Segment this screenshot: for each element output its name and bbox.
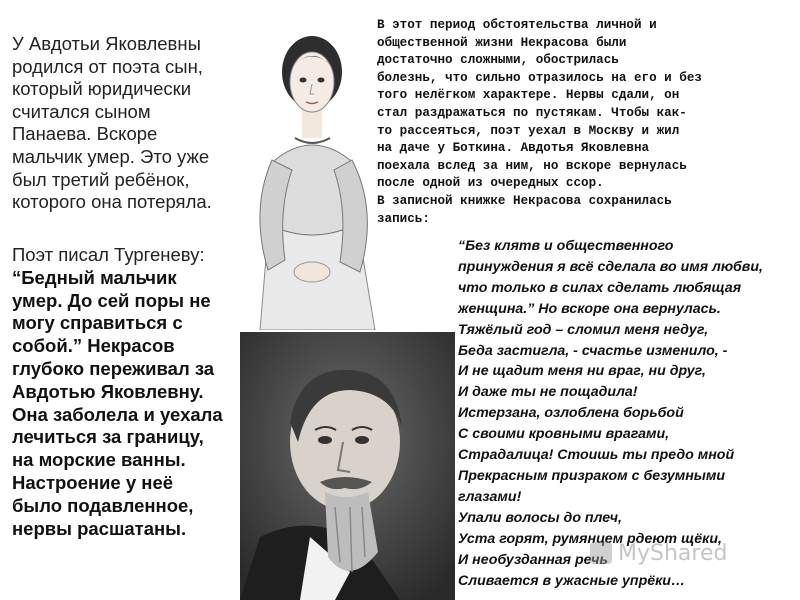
intro-paragraph	[12, 33, 244, 214]
quote-line: лечиться за границу,	[12, 426, 204, 448]
quote-line: Авдотью Яковлевну.	[12, 380, 204, 402]
poem-line: С своими кровными врагами,	[458, 426, 670, 443]
portrait-panaeva-image	[240, 10, 385, 330]
paragraph-line: на даче у Боткина. Авдотья Яковлевна	[377, 141, 650, 156]
portrait-nekrasov-image	[240, 332, 455, 600]
poem-line: что только в силах сделать любящая	[458, 279, 742, 296]
turgenev-quote-paragraph	[12, 244, 244, 540]
intro-line: У Авдотьи Яковлевны	[12, 33, 201, 54]
quote-line: могу справиться с	[12, 312, 183, 334]
intro-line: считался сыном	[12, 100, 151, 122]
poem-line: принуждения я всё сделала во имя любви,	[458, 258, 763, 275]
poem-line: Страдалица! Стоишь ты предо мной	[458, 447, 735, 464]
paragraph-line: поехала вслед за ним, но вскоре вернулась	[377, 158, 687, 173]
poem-line: Тяжёлый год – сломил меня недуг,	[458, 321, 709, 338]
quote-line: нервы расшатаны.	[12, 517, 187, 539]
poem-line: Беда застигла, - счастье изменило, -	[458, 342, 728, 359]
quote-line: “Бедный мальчик	[12, 266, 177, 288]
quote-intro: Поэт писал Тургеневу:	[12, 244, 205, 265]
paragraph-line: запись:	[377, 211, 430, 226]
intro-line: который юридически	[12, 78, 192, 100]
quote-line: собой.” Некрасов	[12, 335, 175, 357]
quote-line: Она заболела и уехала	[12, 403, 223, 425]
intro-line: мальчик умер. Это уже	[12, 145, 210, 167]
poem-line: глазами!	[458, 488, 522, 505]
poem-line: И даже ты не пощадила!	[458, 384, 638, 401]
intro-line: родился от поэта сын,	[12, 55, 203, 77]
intro-line: Панаева. Вскоре	[12, 123, 158, 145]
paragraph-line: то рассеяться, поэт уехал в Москву и жил	[377, 123, 680, 138]
poem-line: Упали волосы до плеч,	[458, 509, 622, 526]
poem-line: Прекрасным призраком с безумными	[458, 467, 726, 484]
intro-line: которого она потеряла.	[12, 191, 212, 213]
paragraph-line: общественной жизни Некрасова были	[377, 35, 627, 50]
paragraph-line: В этот период обстоятельства личной и	[377, 18, 657, 32]
poem-line: Сливается в ужасные упрёки…	[458, 572, 686, 589]
watermark-logo-icon	[590, 542, 612, 564]
intro-line: был третий ребёнок,	[12, 168, 190, 190]
quote-line: глубоко переживал за	[12, 357, 215, 379]
quote-line: было подавленное,	[12, 494, 194, 516]
quote-line: Настроение у неё	[12, 471, 174, 493]
context-paragraph	[377, 17, 792, 228]
poem-line: И необузданная речь	[458, 551, 608, 568]
quote-line: умер. До сей поры не	[12, 289, 211, 311]
poem-line: Истерзана, озлоблена борьбой	[458, 405, 684, 422]
paragraph-line: болезнь, что сильно отразилось на его и без	[377, 70, 702, 85]
paragraph-line: стал раздражаться по пустякам. Чтобы как-	[377, 105, 687, 120]
myshared-watermark	[590, 538, 770, 568]
paragraph-line: В записной книжке Некрасова сохранилась	[377, 193, 672, 208]
watermark-text: MyShared	[618, 540, 728, 566]
poem-line: И не щадит меня ни враг, ни друг,	[458, 363, 706, 380]
poem-line: “Без клятв и общественного	[458, 238, 674, 254]
paragraph-line: после одной из очередных ссор.	[377, 176, 604, 191]
quote-line: на морские ванны.	[12, 449, 186, 471]
poem-line: Уста горят, румянцем рдеют щёки,	[458, 530, 722, 547]
paragraph-line: того нелёгком характере. Нервы сдали, он	[377, 88, 680, 103]
poem-line: женщина.” Но вскоре она вернулась.	[458, 300, 721, 317]
paragraph-line: достаточно сложными, обострилась	[377, 53, 619, 68]
